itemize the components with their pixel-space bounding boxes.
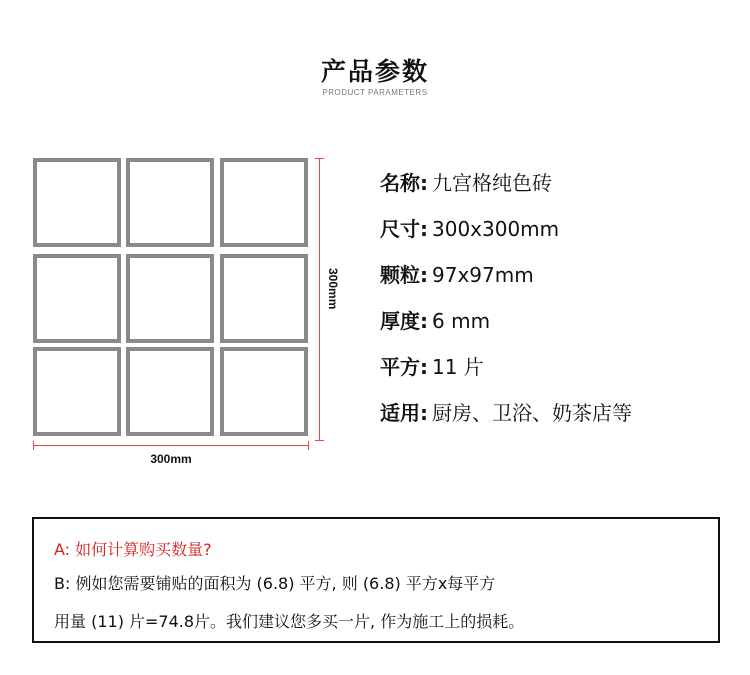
faq-answer-line-1: B: 例如您需要铺贴的面积为 (6.8) 平方, 则 (6.8) 平方x每平方 xyxy=(54,574,496,593)
spec-row-particle xyxy=(380,260,632,306)
spec-value: 九宫格纯色砖 xyxy=(432,171,552,195)
page-title: 产品参数 xyxy=(320,57,429,86)
spec-row-per-square xyxy=(380,352,632,398)
tile xyxy=(33,158,121,247)
height-dimension-tick-bottom xyxy=(315,440,324,441)
tile xyxy=(33,347,121,436)
tile-diagram xyxy=(33,158,309,440)
height-dimension-line xyxy=(319,158,320,441)
faq-answer-line-2: 用量 (11) 片=74.8片。我们建议您多买一片, 作为施工上的损耗。 xyxy=(54,612,525,631)
spec-value: 97x97mm xyxy=(432,263,534,287)
tile xyxy=(126,347,214,436)
spec-label: 适用: xyxy=(380,401,428,425)
spec-value: 6 mm xyxy=(432,309,491,333)
tile xyxy=(220,158,308,247)
spec-row-name xyxy=(380,168,632,214)
tile xyxy=(220,347,308,436)
spec-row-thickness xyxy=(380,306,632,352)
width-dimension-tick-right xyxy=(308,441,309,450)
spec-label: 平方: xyxy=(380,355,428,379)
tile xyxy=(126,254,214,343)
height-dimension-label: 300mm xyxy=(326,268,340,310)
faq-box xyxy=(32,517,720,643)
width-dimension-tick-left xyxy=(33,441,34,450)
spec-label: 尺寸: xyxy=(380,217,428,241)
width-dimension-line xyxy=(33,445,309,446)
spec-label: 厚度: xyxy=(380,309,428,333)
page-subtitle: PRODUCT PARAMETERS xyxy=(322,88,428,97)
spec-label: 颗粒: xyxy=(380,263,428,287)
spec-value: 300x300mm xyxy=(432,217,560,241)
spec-value: 11 片 xyxy=(432,355,484,379)
height-dimension-tick-top xyxy=(315,158,324,159)
spec-value: 厨房、卫浴、奶茶店等 xyxy=(432,401,632,425)
spec-row-usage xyxy=(380,398,632,444)
tile xyxy=(220,254,308,343)
width-dimension-label: 300mm xyxy=(150,452,192,466)
faq-question: A: 如何计算购买数量? xyxy=(54,540,212,559)
tile xyxy=(33,254,121,343)
spec-label: 名称: xyxy=(380,171,428,195)
tile xyxy=(126,158,214,247)
spec-row-size xyxy=(380,214,632,260)
spec-list xyxy=(380,168,632,444)
